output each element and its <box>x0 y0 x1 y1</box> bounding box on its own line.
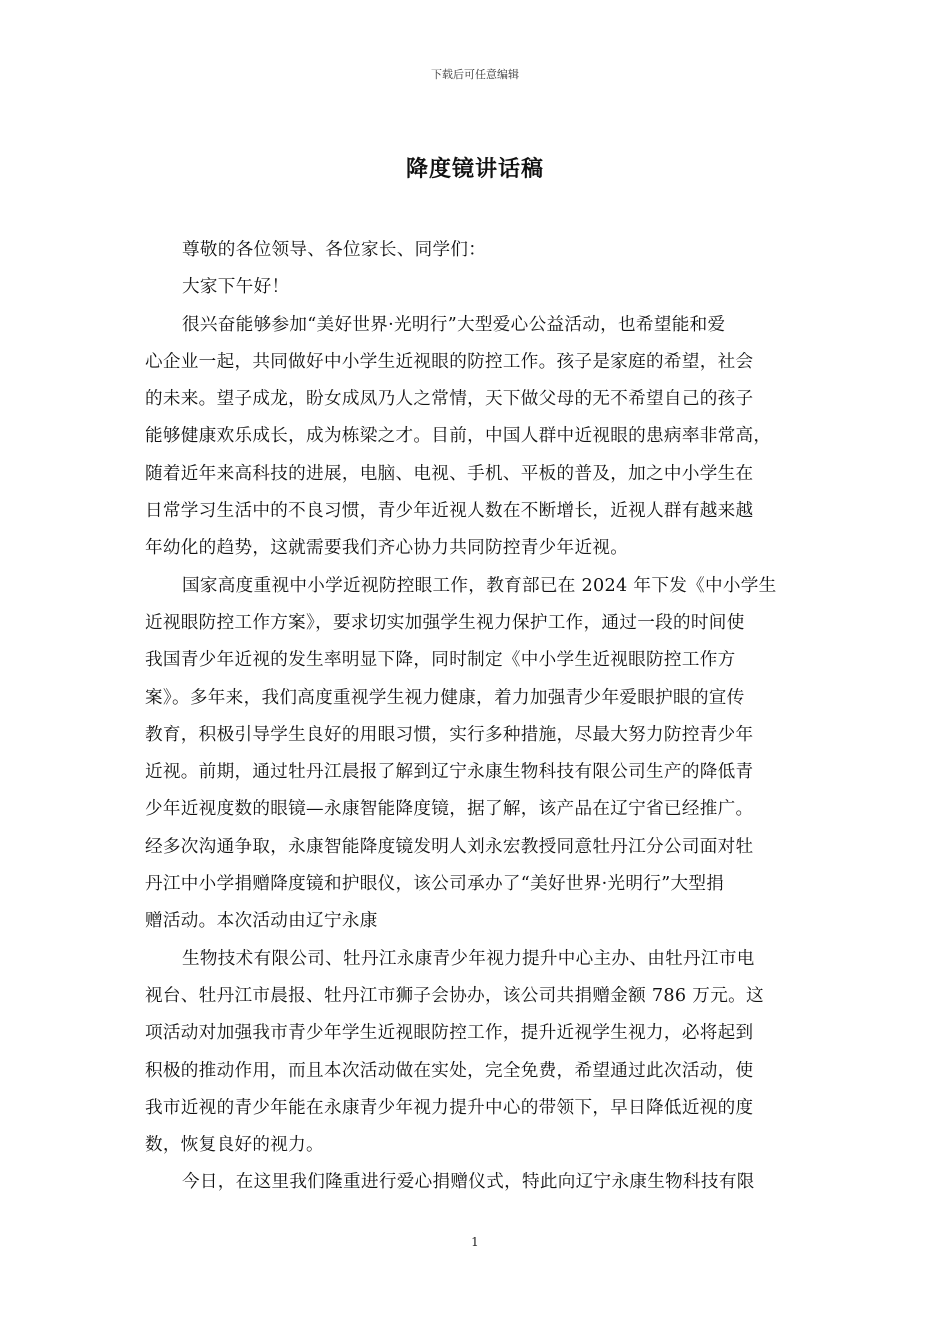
page-number: 1 <box>471 1235 479 1249</box>
text-line: 能够健康欢乐成长，成为栋梁之才。目前，中国人群中近视眼的患病率非常高， <box>145 426 772 447</box>
text-line: 我国青少年近视的发生率明显下降，同时制定《中小学生近视眼防控工作方 <box>145 650 736 671</box>
text-line: 心企业一起，共同做好中小学生近视眼的防控工作。孩子是家庭的希望，社会 <box>145 351 754 372</box>
text-line: 我市近视的青少年能在永康青少年视力提升中心的带领下，早日降低近视的度 <box>145 1097 754 1118</box>
greeting-line: 大家下午好！ <box>182 277 290 298</box>
page-header: 下载后可任意编辑 <box>431 68 519 81</box>
text-line: 年幼化的趋势，这就需要我们齐心协力共同防控青少年近视。 <box>145 538 629 559</box>
document-body <box>145 232 809 1202</box>
text-line: 赠活动。本次活动由辽宁永康 <box>145 911 378 932</box>
salutation-line: 尊敬的各位领导、各位家长、同学们： <box>182 240 487 260</box>
text-line: 随着近年来高科技的进展，电脑、电视、手机、平板的普及，加之中小学生在 <box>145 463 754 484</box>
text-line: 今日，在这里我们隆重进行爱心捐赠仪式，特此向辽宁永康生物科技有限 <box>182 1172 755 1193</box>
text-line: 数，恢复良好的视力。 <box>145 1135 324 1156</box>
text-line: 教育，积极引导学生良好的用眼习惯，实行多种措施，尽最大努力防控青少年 <box>145 724 754 745</box>
document-title: 降度镜讲话稿 <box>405 156 544 182</box>
text-line: 视台、牡丹江市晨报、牡丹江市狮子会协办，该公司共捐赠金额 786 万元。这 <box>145 985 764 1006</box>
text-line: 少年近视度数的眼镜—永康智能降度镜，据了解，该产品在辽宁省已经推广。 <box>145 799 754 820</box>
text-line: 丹江中小学捐赠降度镜和护眼仪，该公司承办了“美好世界·光明行”大型捐 <box>145 874 725 895</box>
text-line: 项活动对加强我市青少年学生近视眼防控工作，提升近视学生视力，必将起到 <box>145 1023 754 1044</box>
text-line: 经多次沟通争取，永康智能降度镜发明人刘永宏教授同意牡丹江分公司面对牡 <box>145 836 754 857</box>
text-line: 生物技术有限公司、牡丹江永康青少年视力提升中心主办、由牡丹江市电 <box>182 948 755 969</box>
text-line: 案》。多年来，我们高度重视学生视力健康，着力加强青少年爱眼护眼的宣传 <box>145 687 745 708</box>
text-line: 近视眼防控工作方案》，要求切实加强学生视力保护工作，通过一段的时间使 <box>145 612 745 633</box>
text-line: 近视。前期，通过牡丹江晨报了解到辽宁永康生物科技有限公司生产的降低青 <box>145 762 754 783</box>
text-line: 积极的推动作用，而且本次活动做在实处，完全免费，希望通过此次活动，使 <box>145 1060 754 1081</box>
text-line: 日常学习生活中的不良习惯，青少年近视人数在不断增长，近视人群有越来越 <box>145 501 754 522</box>
text-line: 的未来。望子成龙，盼女成凤乃人之常情，天下做父母的无不希望自己的孩子 <box>145 389 754 410</box>
text-line: 国家高度重视中小学近视防控眼工作，教育部已在 2024 年下发《中小学生 <box>182 575 777 596</box>
text-line: 很兴奋能够参加“美好世界·光明行”大型爱心公益活动，也希望能和爱 <box>182 314 726 335</box>
